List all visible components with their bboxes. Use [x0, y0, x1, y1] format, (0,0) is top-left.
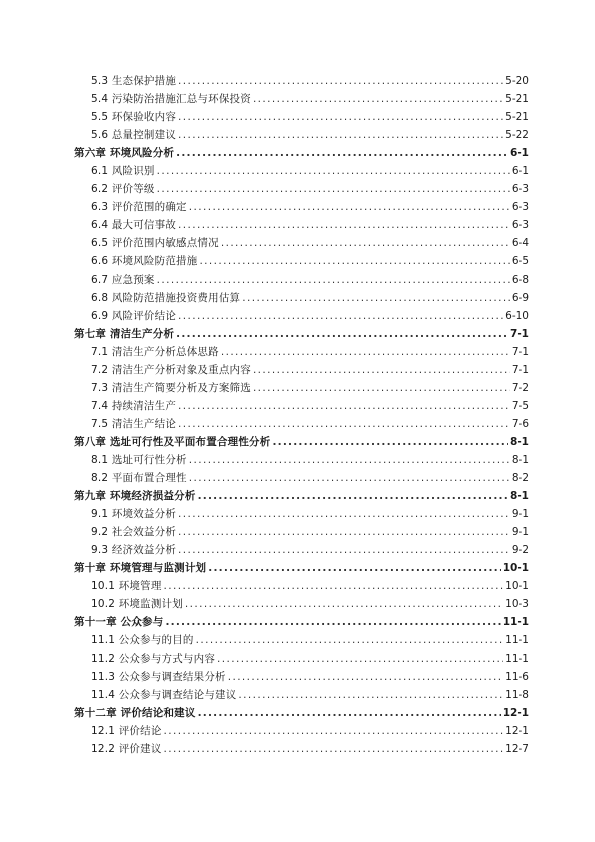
toc-section-entry[interactable]: [74, 415, 529, 433]
toc-page-number: 6-3: [511, 219, 529, 232]
toc-page-number: 7-1: [511, 363, 529, 376]
toc-page-number: 5-20: [505, 75, 529, 87]
dot-leader: [189, 469, 510, 487]
toc-page-number: 12-1: [502, 706, 529, 719]
dot-leader: [189, 198, 510, 216]
toc-section-entry[interactable]: [74, 469, 529, 487]
toc-entry-title: 12.1 评价结论: [91, 724, 162, 737]
dot-leader: [178, 72, 503, 90]
toc-section-entry[interactable]: [74, 234, 529, 252]
toc-entry-title: 6.9 风险评价结论: [91, 309, 177, 322]
toc-chapter-entry[interactable]: [74, 613, 529, 631]
toc-page-number: 6-3: [511, 201, 529, 214]
toc-page-number: 6-10: [505, 309, 529, 322]
dot-leader: [199, 252, 509, 270]
dot-leader: [242, 289, 510, 307]
toc-page-number: 8-1: [510, 435, 529, 448]
toc-section-entry[interactable]: [74, 595, 529, 613]
toc-entry-title: 第十一章 公众参与: [74, 616, 164, 629]
toc-entry-title: 12.2 评价建议: [91, 742, 162, 755]
toc-page-number: 11-6: [505, 670, 529, 683]
toc-page-number: 12-1: [505, 724, 529, 737]
toc-chapter-entry[interactable]: [74, 325, 529, 343]
toc-entry-title: 第八章 选址可行性及平面布置合理性分析: [74, 435, 271, 448]
dot-leader: [164, 722, 504, 740]
toc-section-entry[interactable]: [74, 252, 529, 270]
toc-entry-title: 第七章 清洁生产分析: [74, 327, 175, 340]
toc-page-number: 9-2: [511, 544, 529, 557]
toc-entry-title: 11.1 公众参与的目的: [91, 634, 194, 647]
dot-leader: [178, 541, 510, 559]
dot-leader: [157, 271, 510, 289]
toc-section-entry[interactable]: [74, 180, 529, 198]
toc-entry-title: 第九章 环境经济损益分析: [74, 490, 196, 503]
toc-chapter-entry[interactable]: [74, 704, 529, 722]
toc-entry-title: 9.2 社会效益分析: [91, 526, 177, 539]
dot-leader: [157, 162, 510, 180]
dot-leader: [164, 740, 504, 758]
dot-leader: [221, 234, 510, 252]
toc-entry-title: 5.6 总量控制建议: [91, 129, 177, 142]
table-of-contents: [74, 72, 529, 758]
dot-leader: [253, 379, 510, 397]
toc-page-number: 6-8: [511, 273, 529, 286]
toc-page-number: 11-1: [502, 616, 529, 629]
toc-entry-title: 8.2 平面布置合理性: [91, 472, 187, 485]
toc-page-number: 6-1: [511, 165, 529, 178]
dot-leader: [157, 180, 510, 198]
toc-entry-title: 7.5 清洁生产结论: [91, 417, 177, 430]
toc-section-entry[interactable]: [74, 361, 529, 379]
toc-page-number: 6-9: [511, 291, 529, 304]
toc-entry-title: 5.4 污染防治措施汇总与环保投资: [91, 93, 251, 106]
toc-page-number: 12-7: [505, 742, 529, 755]
toc-section-entry[interactable]: [74, 162, 529, 180]
toc-page-number: 6-5: [511, 255, 529, 268]
toc-page-number: 10-1: [502, 562, 529, 575]
toc-page-number: 7-2: [511, 381, 529, 394]
dot-leader: [176, 144, 508, 162]
toc-entry-title: 10.2 环境监测计划: [91, 598, 183, 611]
dot-leader: [221, 343, 510, 361]
toc-page-number: 8-1: [510, 490, 529, 503]
toc-page-number: 6-3: [511, 183, 529, 196]
toc-section-entry[interactable]: [74, 379, 529, 397]
toc-section-entry[interactable]: [74, 668, 529, 686]
toc-section-entry[interactable]: [74, 108, 529, 126]
toc-entry-title: 6.5 评价范围内敏感点情况: [91, 237, 219, 250]
toc-page-number: 7-1: [511, 345, 529, 358]
toc-section-entry[interactable]: [74, 307, 529, 325]
toc-section-entry[interactable]: [74, 198, 529, 216]
dot-leader: [176, 325, 508, 343]
toc-page-number: 10-3: [505, 598, 529, 611]
toc-entry-title: 11.4 公众参与调查结论与建议: [91, 688, 237, 701]
dot-leader: [196, 631, 504, 649]
toc-page-number: 9-1: [511, 508, 529, 521]
toc-page-number: 5-21: [505, 111, 529, 124]
toc-chapter-entry[interactable]: [74, 433, 529, 451]
dot-leader: [178, 397, 510, 415]
toc-entry-title: 11.2 公众参与方式与内容: [91, 652, 216, 665]
toc-section-entry[interactable]: [74, 541, 529, 559]
toc-entry-title: 第十章 环境管理与监测计划: [74, 562, 207, 575]
toc-entry-title: 6.8 风险防范措施投资费用估算: [91, 291, 241, 304]
toc-entry-title: 9.1 环境效益分析: [91, 508, 177, 521]
toc-entry-title: 5.5 环保验收内容: [91, 111, 177, 124]
dot-leader: [217, 650, 503, 668]
toc-page-number: 5-22: [505, 129, 529, 142]
toc-entry-title: 7.3 清洁生产简要分析及方案筛选: [91, 381, 251, 394]
toc-chapter-entry[interactable]: [74, 559, 529, 577]
dot-leader: [272, 433, 508, 451]
toc-section-entry[interactable]: [74, 577, 529, 595]
toc-section-entry[interactable]: [74, 505, 529, 523]
toc-entry-title: 8.1 选址可行性分析: [91, 453, 187, 466]
dot-leader: [208, 559, 500, 577]
toc-section-entry[interactable]: [74, 631, 529, 649]
toc-section-entry[interactable]: [74, 722, 529, 740]
toc-entry-title: 7.4 持续清洁生产: [91, 399, 177, 412]
toc-section-entry[interactable]: [74, 90, 529, 108]
toc-page-number: 6-4: [511, 237, 529, 250]
toc-page-number: 6-1: [510, 147, 529, 160]
toc-page-number: 11-8: [505, 688, 529, 701]
toc-section-entry[interactable]: [74, 451, 529, 469]
toc-section-entry[interactable]: [74, 523, 529, 541]
toc-entry-title: 5.3 生态保护措施: [91, 75, 177, 87]
toc-page-number: 10-1: [505, 580, 529, 593]
dot-leader: [189, 451, 510, 469]
toc-chapter-entry[interactable]: [74, 144, 529, 162]
toc-entry-title: 6.7 应急预案: [91, 273, 155, 286]
dot-leader: [178, 505, 510, 523]
toc-entry-title: 10.1 环境管理: [91, 580, 162, 593]
toc-entry-title: 6.2 评价等级: [91, 183, 155, 196]
toc-section-entry[interactable]: [74, 650, 529, 668]
dot-leader: [198, 704, 501, 722]
toc-page-number: 9-1: [511, 526, 529, 539]
dot-leader: [164, 577, 504, 595]
dot-leader: [238, 686, 503, 704]
dot-leader: [165, 613, 500, 631]
toc-entry-title: 6.6 环境风险防范措施: [91, 255, 198, 268]
dot-leader: [178, 108, 503, 126]
toc-section-entry[interactable]: [74, 289, 529, 307]
dot-leader: [228, 668, 503, 686]
toc-section-entry[interactable]: [74, 343, 529, 361]
dot-leader: [198, 487, 508, 505]
toc-entry-title: 7.1 清洁生产分析总体思路: [91, 345, 219, 358]
dot-leader: [178, 216, 510, 234]
toc-entry-title: 6.3 评价范围的确定: [91, 201, 187, 214]
toc-section-entry[interactable]: [74, 216, 529, 234]
toc-section-entry[interactable]: [74, 271, 529, 289]
toc-page-number: 7-5: [511, 399, 529, 412]
toc-page-number: 11-1: [505, 634, 529, 647]
dot-leader: [178, 307, 503, 325]
toc-page-number: 7-6: [511, 417, 529, 430]
dot-leader: [178, 126, 503, 144]
toc-page-number: 11-1: [505, 652, 529, 665]
toc-section-entry[interactable]: [74, 686, 529, 704]
toc-page-number: 8-1: [511, 453, 529, 466]
toc-entry-title: 9.3 经济效益分析: [91, 544, 177, 557]
dot-leader: [253, 361, 510, 379]
dot-leader: [185, 595, 503, 613]
dot-leader: [178, 523, 510, 541]
toc-page-number: 5-21: [505, 93, 529, 106]
toc-entry-title: 第六章 环境风险分析: [74, 147, 175, 160]
toc-entry-title: 7.2 清洁生产分析对象及重点内容: [91, 363, 251, 376]
toc-entry-title: 6.4 最大可信事故: [91, 219, 177, 232]
dot-leader: [253, 90, 503, 108]
toc-chapter-entry[interactable]: [74, 487, 529, 505]
toc-section-entry[interactable]: [74, 72, 529, 90]
toc-page-number: 8-2: [511, 472, 529, 485]
dot-leader: [178, 415, 510, 433]
toc-entry-title: 6.1 风险识别: [91, 165, 155, 178]
toc-section-entry[interactable]: [74, 126, 529, 144]
toc-entry-title: 11.3 公众参与调查结果分析: [91, 670, 226, 683]
toc-entry-title: 第十二章 评价结论和建议: [74, 706, 196, 719]
toc-page-number: 7-1: [510, 327, 529, 340]
toc-section-entry[interactable]: [74, 740, 529, 758]
toc-section-entry[interactable]: [74, 397, 529, 415]
